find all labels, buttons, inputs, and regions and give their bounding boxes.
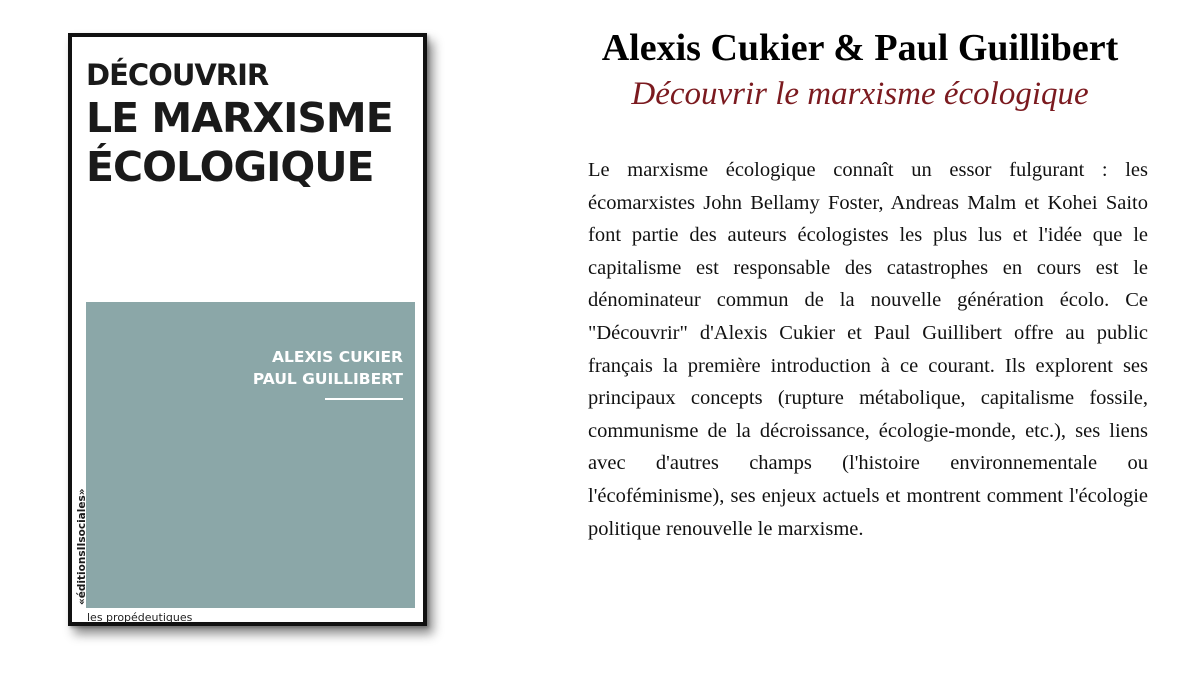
cover-title-line2: LE MARXISME xyxy=(86,94,393,142)
cover-author-1: ALEXIS CUKIER xyxy=(271,348,403,366)
series-name: les propédeutiques xyxy=(87,611,193,624)
cover-title xyxy=(86,58,393,191)
publisher-logo: «éditionsIIsociales» xyxy=(76,488,88,605)
book-cover xyxy=(68,33,427,626)
cover-title-line3: ÉCOLOGIQUE xyxy=(86,143,374,191)
book-title-heading: Découvrir le marxisme écologique xyxy=(631,76,1089,112)
cover-divider xyxy=(325,398,403,400)
book-description: Le marxisme écologique connaît un essor fulgurant : les écomarxistes John Bellamy Foster, Andreas Malm et Kohei Saito font partie des auteurs écologistes les plus lus et l'idée que le capitalisme est responsable des catastrophes en cours est le dénominateur commun de la nouvelle génération écolo. Ce "Découvrir" d'Alexis Cukier et Paul Guillibert offre au public français la première introduction à ce courant. Ils explorent ses principaux concepts (rupture métabolique, capitalisme fossile, communisme de la décroissance, écologie-monde, etc.), ses liens avec d'autres champs (l'histoire environnementale ou l'écoféminisme), ses enjeux actuels et montrent comment l'écologie politique renouvelle le marxisme. xyxy=(588,159,1148,540)
cover-authors xyxy=(253,346,403,390)
cover-author-2: PAUL GUILLIBERT xyxy=(252,370,403,388)
cover-title-line1: DÉCOUVRIR xyxy=(86,58,269,92)
cover-color-panel xyxy=(86,302,415,608)
author-heading: Alexis Cukier & Paul Guillibert xyxy=(601,27,1119,69)
